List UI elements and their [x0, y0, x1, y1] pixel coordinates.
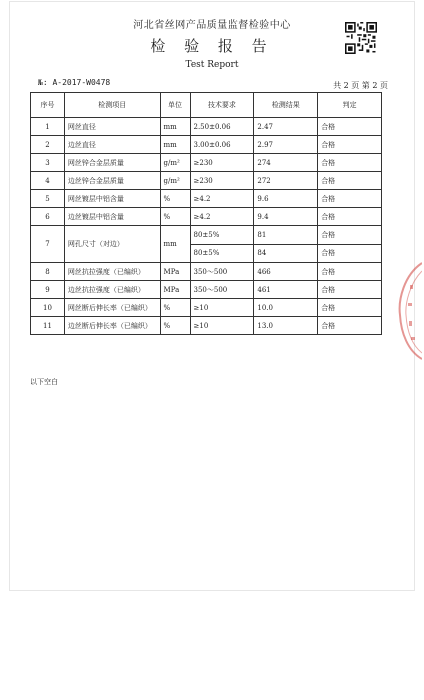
- test-result: 274: [254, 154, 318, 172]
- verdict: 合格: [318, 299, 382, 317]
- page-indicator: 共 2 页 第 2 页: [333, 81, 388, 90]
- requirement: ≥4.2: [190, 190, 254, 208]
- requirement: 80±5%: [190, 226, 254, 245]
- unit: mm: [160, 226, 190, 263]
- table-header-row: [31, 93, 382, 118]
- requirement: 3.00±0.06: [190, 136, 254, 154]
- row-number: 2: [31, 136, 65, 154]
- row-number: 7: [31, 226, 65, 263]
- test-result: 2.47: [254, 118, 318, 136]
- unit: g/m²: [160, 172, 190, 190]
- column-header: 检测结果: [254, 93, 318, 118]
- table-row: [31, 281, 382, 299]
- column-header: 技术要求: [190, 93, 254, 118]
- verdict: 合格: [318, 226, 382, 245]
- verdict: 合格: [318, 118, 382, 136]
- unit: mm: [160, 118, 190, 136]
- verdict: 合格: [318, 244, 382, 263]
- table-row: [31, 118, 382, 136]
- row-number: 4: [31, 172, 65, 190]
- table-row: [31, 190, 382, 208]
- verdict: 合格: [318, 281, 382, 299]
- test-item: 网丝断后伸长率（已编织）: [64, 299, 160, 317]
- test-result: 9.6: [254, 190, 318, 208]
- report-number: №: A-2017-W0478: [38, 78, 111, 87]
- test-item: 边丝抗拉强度（已编织）: [64, 281, 160, 299]
- table-row: [31, 226, 382, 245]
- unit: g/m²: [160, 154, 190, 172]
- column-header: 判定: [318, 93, 382, 118]
- table-row: [31, 263, 382, 281]
- test-item: 边丝镀层中铝含量: [64, 208, 160, 226]
- verdict: 合格: [318, 263, 382, 281]
- requirement: ≥10: [190, 317, 254, 335]
- report-title-en: Test Report: [185, 60, 239, 70]
- test-item: 边丝断后伸长率（已编织）: [64, 317, 160, 335]
- row-number: 8: [31, 263, 65, 281]
- verdict: 合格: [318, 190, 382, 208]
- unit: MPa: [160, 281, 190, 299]
- test-result: 9.4: [254, 208, 318, 226]
- report-title-cn: 检 验 报 告: [150, 37, 274, 55]
- row-number: 3: [31, 154, 65, 172]
- row-number: 1: [31, 118, 65, 136]
- table-row: [31, 172, 382, 190]
- official-stamp-icon: [392, 255, 422, 365]
- end-note: 以下空白: [30, 378, 58, 386]
- test-item: 网丝镀层中铝含量: [64, 190, 160, 208]
- test-result: 461: [254, 281, 318, 299]
- row-number: 9: [31, 281, 65, 299]
- requirement: ≥4.2: [190, 208, 254, 226]
- row-number: 5: [31, 190, 65, 208]
- requirement: 2.50±0.06: [190, 118, 254, 136]
- unit: %: [160, 299, 190, 317]
- issuing-organization: 河北省丝网产品质量监督检验中心: [133, 20, 291, 31]
- verdict: 合格: [318, 172, 382, 190]
- test-result: 10.0: [254, 299, 318, 317]
- table-row: [31, 154, 382, 172]
- row-number: 10: [31, 299, 65, 317]
- test-result: 84: [254, 244, 318, 263]
- row-number: 6: [31, 208, 65, 226]
- test-result: 272: [254, 172, 318, 190]
- test-item: 边丝直径: [64, 136, 160, 154]
- test-result: 13.0: [254, 317, 318, 335]
- test-item: 网丝抗拉强度（已编织）: [64, 263, 160, 281]
- column-header: 检测项目: [64, 93, 160, 118]
- column-header: 序号: [31, 93, 65, 118]
- test-results-table: [30, 92, 382, 335]
- requirement: 350～500: [190, 281, 254, 299]
- requirement: ≥10: [190, 299, 254, 317]
- row-number: 11: [31, 317, 65, 335]
- verdict: 合格: [318, 317, 382, 335]
- requirement: ≥230: [190, 172, 254, 190]
- test-item: 边丝锌合金层质量: [64, 172, 160, 190]
- unit: mm: [160, 136, 190, 154]
- requirement: ≥230: [190, 154, 254, 172]
- verdict: 合格: [318, 136, 382, 154]
- unit: MPa: [160, 263, 190, 281]
- test-item: 网孔尺寸（对边）: [64, 226, 160, 263]
- table-row: [31, 208, 382, 226]
- test-result: 466: [254, 263, 318, 281]
- verdict: 合格: [318, 154, 382, 172]
- test-item: 网丝锌合金层质量: [64, 154, 160, 172]
- requirement: 80±5%: [190, 244, 254, 263]
- table-row: [31, 136, 382, 154]
- test-result: 2.97: [254, 136, 318, 154]
- unit: %: [160, 317, 190, 335]
- table-row: [31, 317, 382, 335]
- requirement: 350～500: [190, 263, 254, 281]
- test-result: 81: [254, 226, 318, 245]
- unit: %: [160, 190, 190, 208]
- column-header: 单位: [160, 93, 190, 118]
- table-row: [31, 299, 382, 317]
- unit: %: [160, 208, 190, 226]
- verdict: 合格: [318, 208, 382, 226]
- test-item: 网丝直径: [64, 118, 160, 136]
